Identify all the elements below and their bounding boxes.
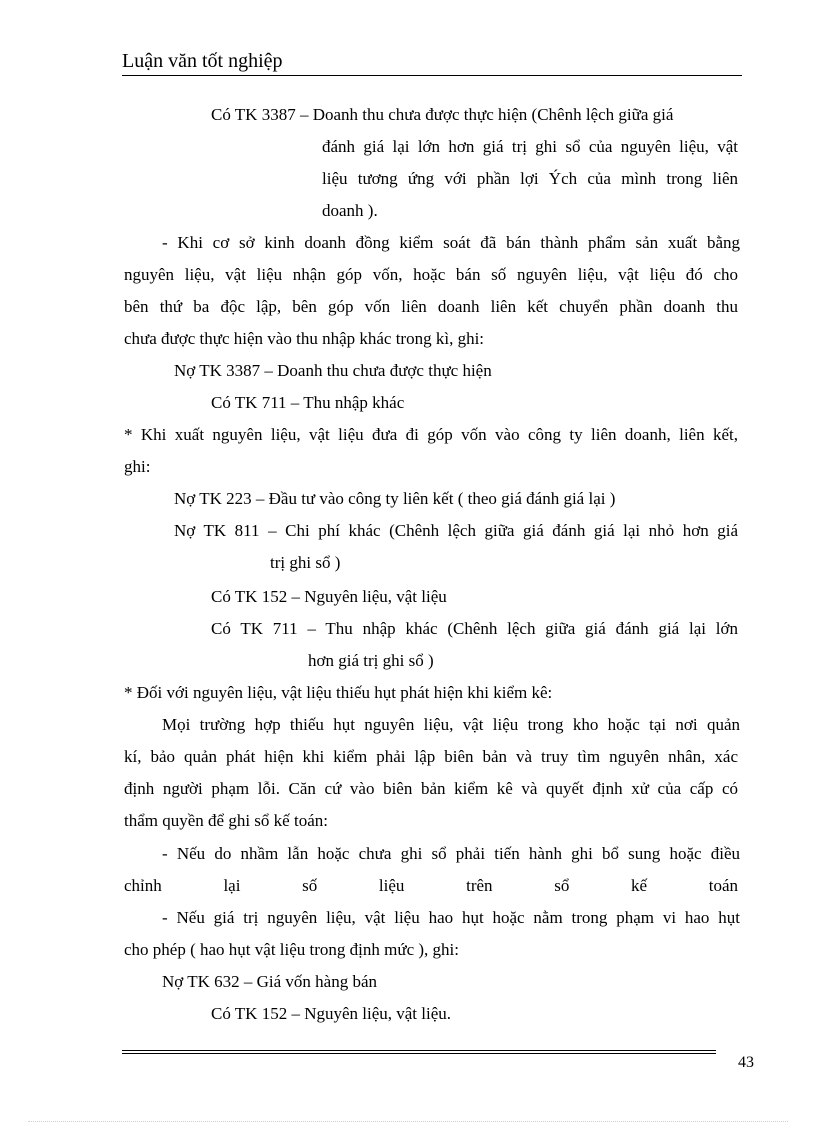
body-line-23: thẩm quyền để ghi sổ kế toán:: [124, 811, 328, 830]
body-line-10: Có TK 711 – Thu nhập khác: [211, 393, 405, 412]
body-line-1: Có TK 3387 – Doanh thu chưa được thực hiện (Chênh lệch giữa giá: [211, 105, 674, 124]
header-divider: [122, 75, 742, 76]
page-edge-dotted-line: [28, 1121, 788, 1122]
footer-divider-top: [122, 1050, 716, 1051]
body-line-22: định người phạm lỗi. Căn cứ vào biên bản kiểm kê và quyết định xử của cấp có: [124, 779, 738, 798]
body-line-2: đánh giá lại lớn hơn giá trị ghi sổ của nguyên liệu, vật: [322, 137, 738, 156]
page-number: 43: [738, 1054, 754, 1071]
body-line-11: * Khi xuất nguyên liệu, vật liệu đưa đi góp vốn vào công ty liên doanh, liên kết,: [124, 425, 738, 444]
body-line-8: chưa được thực hiện vào thu nhập khác trong kì, ghi:: [124, 329, 485, 348]
body-line-25: chỉnh lại số liệu trên sổ kế toán: [124, 876, 738, 895]
body-line-3: liệu tương ứng với phần lợi Ých của mình trong liên: [322, 169, 738, 188]
body-line-4: doanh ).: [322, 201, 378, 220]
document-header-title: Luận văn tốt nghiệp: [122, 50, 283, 72]
body-line-19: * Đối với nguyên liệu, vật liệu thiếu hụt phát hiện khi kiểm kê:: [124, 683, 553, 702]
footer-divider-bottom: [122, 1053, 716, 1054]
body-line-26: - Nếu giá trị nguyên liệu, vật liệu hao hụt hoặc nằm trong phạm vi hao hụt: [162, 908, 740, 927]
body-line-6: nguyên liệu, vật liệu nhận góp vốn, hoặc bán số nguyên liệu, vật liệu đó cho: [124, 265, 738, 284]
body-line-21: kí, bảo quản phát hiện khi kiểm phải lập biên bản và truy tìm nguyên nhân, xác: [124, 747, 738, 766]
body-line-28: Nợ TK 632 – Giá vốn hàng bán: [162, 972, 378, 991]
body-line-13: Nợ TK 223 – Đầu tư vào công ty liên kết ( theo giá đánh giá lại ): [174, 489, 616, 508]
body-line-27: cho phép ( hao hụt vật liệu trong định mức ), ghi:: [124, 940, 459, 959]
body-line-18: hơn giá trị ghi sổ ): [308, 651, 434, 670]
body-line-9: Nợ TK 3387 – Doanh thu chưa được thực hiện: [174, 361, 492, 380]
body-line-12: ghi:: [124, 457, 151, 476]
body-line-15: trị ghi sổ ): [270, 553, 341, 572]
body-line-17: Có TK 711 – Thu nhập khác (Chênh lệch giữa giá đánh giá lại lớn: [211, 619, 738, 638]
body-line-16: Có TK 152 – Nguyên liệu, vật liệu: [211, 587, 447, 606]
body-line-7: bên thứ ba độc lập, bên góp vốn liên doanh liên kết chuyển phần doanh thu: [124, 297, 738, 316]
body-line-29: Có TK 152 – Nguyên liệu, vật liệu.: [211, 1004, 452, 1023]
body-line-5: - Khi cơ sở kinh doanh đồng kiểm soát đã bán thành phẩm sản xuất bằng: [162, 233, 740, 252]
body-line-14: Nợ TK 811 – Chi phí khác (Chênh lệch giữa giá đánh giá lại nhỏ hơn giá: [174, 521, 738, 540]
body-line-20: Mọi trường hợp thiếu hụt nguyên liệu, vật liệu trong kho hoặc tại nơi quản: [162, 715, 740, 734]
body-line-24: - Nếu do nhầm lẫn hoặc chưa ghi sổ phải tiến hành ghi bổ sung hoặc điều: [162, 844, 740, 863]
